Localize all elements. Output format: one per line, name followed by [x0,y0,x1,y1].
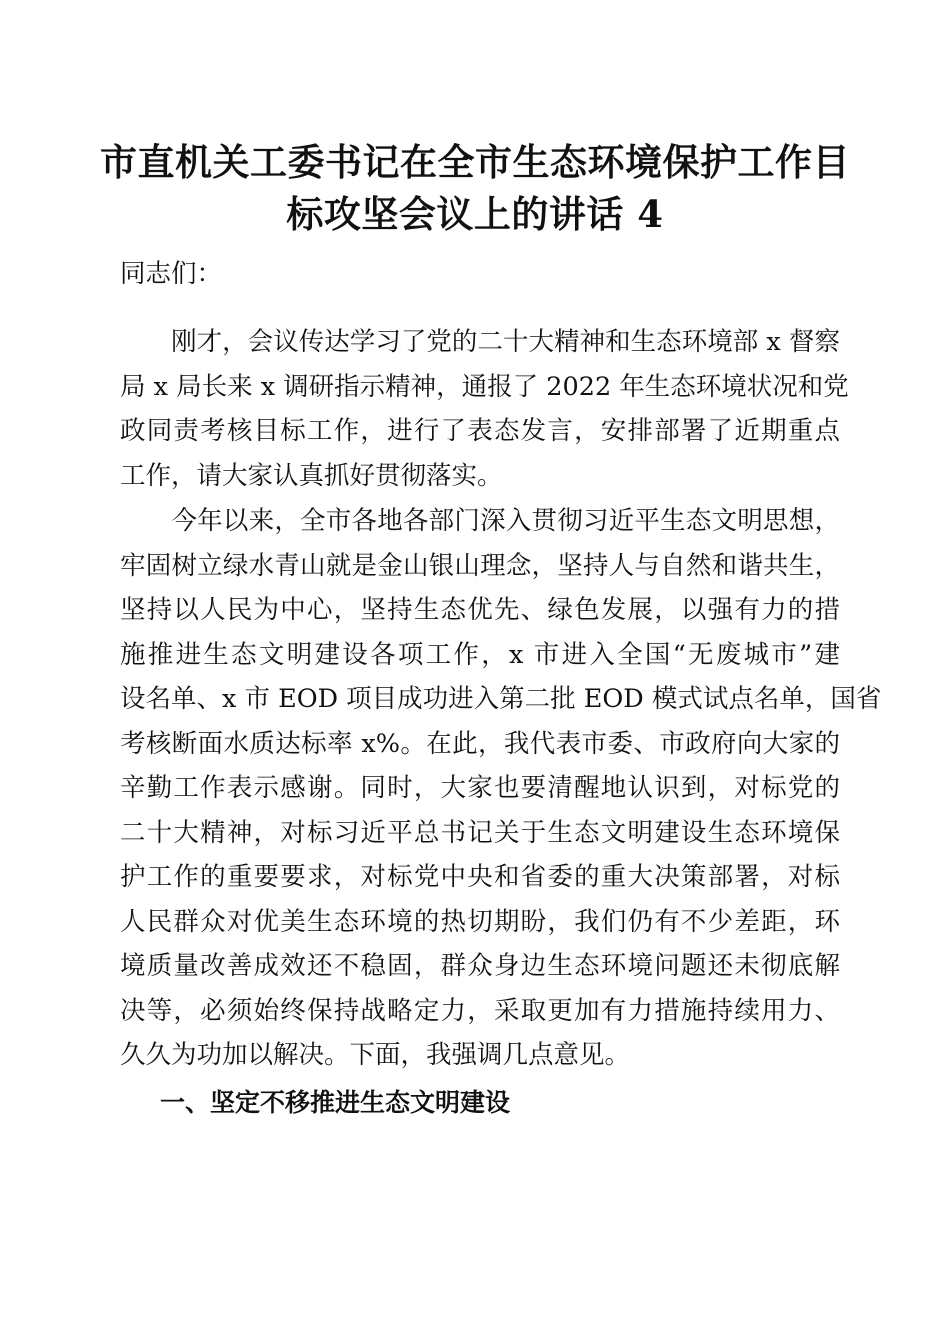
paragraph-line: 久久为功加以解决。下面，我强调几点意见。 [120,1040,631,1070]
title-line: 市直机关工委书记在全市生态环境保护工作目 [100,140,850,184]
paragraph-line: 决等，必须始终保持战略定力，采取更加有力措施持续用力、 [120,995,840,1026]
paragraph-line: 政同责考核目标工作，进行了表态发言，安排部署了近期重点 [120,416,840,446]
document-title [100,136,850,240]
section-heading: 一、坚定不移推进生态文明建设 [160,1088,511,1117]
paragraph-line: 辛勤工作表示感谢。同时，大家也要清醒地认识到，对标党的 [120,773,840,803]
paragraph-line: 考核断面水质达标率 x%。在此，我代表市委、市政府向大家的 [120,728,840,759]
paragraph-line: 人民群众对优美生态环境的热切期盼，我们仍有不少差距，环 [120,906,840,937]
paragraph-line: 设名单、x 市 EOD 项目成功进入第二批 EOD 模式试点名单，国省 [120,684,882,714]
paragraph-line: 今年以来，全市各地各部门深入贯彻习近平生态文明思想， [120,506,840,536]
paragraph-line: 刚才，会议传达学习了党的二十大精神和生态环境部 x 督察 [120,327,840,357]
salutation [120,252,840,297]
paragraph-1 [120,320,849,498]
paragraph-line: 施推进生态文明建设各项工作，x 市进入全国“无废城市”建 [120,639,840,670]
paragraph-line: 坚持以人民为中心，坚持生态优先、绿色发展，以强有力的措 [120,595,840,625]
paragraph-line: 牢固树立绿水青山就是金山银山理念，坚持人与自然和谐共生， [120,550,840,581]
paragraph-line: 境质量改善成效还不稳固，群众身边生态环境问题还未彻底解 [120,951,840,981]
salutation-text: 同志们： [120,259,223,289]
paragraph-line: 工作，请大家认真抓好贯彻落实。 [120,460,503,491]
paragraph-line: 局 x 局长来 x 调研指示精神，通报了 2022 年生态环境状况和党 [120,371,849,402]
paragraph-2 [120,499,882,1078]
paragraph-line: 护工作的重要要求，对标党中央和省委的重大决策部署，对标 [120,862,840,892]
title-line: 标攻坚会议上的讲话 4 [286,192,664,236]
paragraph-line: 二十大精神，对标习近平总书记关于生态文明建设生态环境保 [120,817,840,848]
